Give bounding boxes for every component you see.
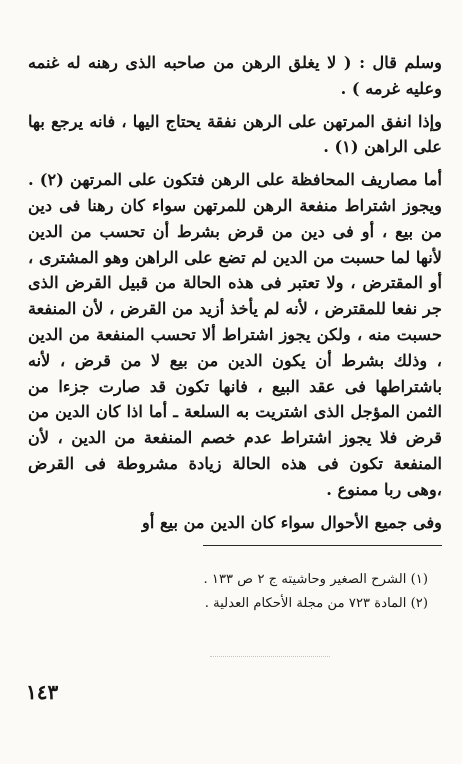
faint-bleed-through [210, 656, 330, 667]
body-text [28, 50, 442, 535]
page-number: ١٤٣ [26, 680, 59, 704]
document-page [28, 50, 442, 616]
footnotes [28, 568, 442, 616]
paragraph-2: وإذا انفق المرتهن على الرهن نفقة يحتاج اليها ، فانه يرجع بها على الراهن (١) . [28, 111, 442, 157]
paragraph-4: وفى جميع الأحوال سواء كان الدين من بيع أو [142, 512, 442, 532]
footnote-1: (١) الشرح الصغير وحاشيته ج ٢ ص ١٣٣ . [203, 572, 428, 588]
paragraph-1: وسلم قال : ( لا يغلق الرهن من صاحبه الذى رهنه له غنمه وعليه غرمه ) . [28, 53, 442, 98]
paragraph-3: أما مصاريف المحافظة على الرهن فتكون على المرتهن (٢) . ويجوز اشتراط منفعة الرهن للمرتهن سواء كان رهنا فى دين من بيع ، أو فى دين من قرض بشرط أن تحسب من الدين لأنها لما حسبت من الدين لم تضع على الراهن وهو المشترى ، أو المقترض ، ولا تعتبر فى هذه الحالة من قبيل القرض الذى جر نفعا للمقترض ، لأنه لم يأخذ أزيد من القرض ، لأن المنفعة حسبت منه ، ولكن يجوز اشتراط ألا تحسب المنفعة من الدين ، وذلك بشرط أن يكون الدين من بيع لا من قرض ، لأنه باشتراطها فى عقد البيع ، فانها تكون قد صارت جزءا من الثمن المؤجل الذى اشتريت به السلعة ـ أما اذا كان الدين من قرض فلا يجوز اشتراط عدم خصم المنفعة من الدين ، لأن المنفعة تكون فى هذه الحالة زيادة مشروطة فى القرض ،وهى ربا ممنوع . [28, 170, 442, 499]
footnote-divider [203, 545, 442, 546]
footnote-2: (٢) المادة ٧٢٣ من مجلة الأحكام العدلية . [204, 596, 428, 612]
